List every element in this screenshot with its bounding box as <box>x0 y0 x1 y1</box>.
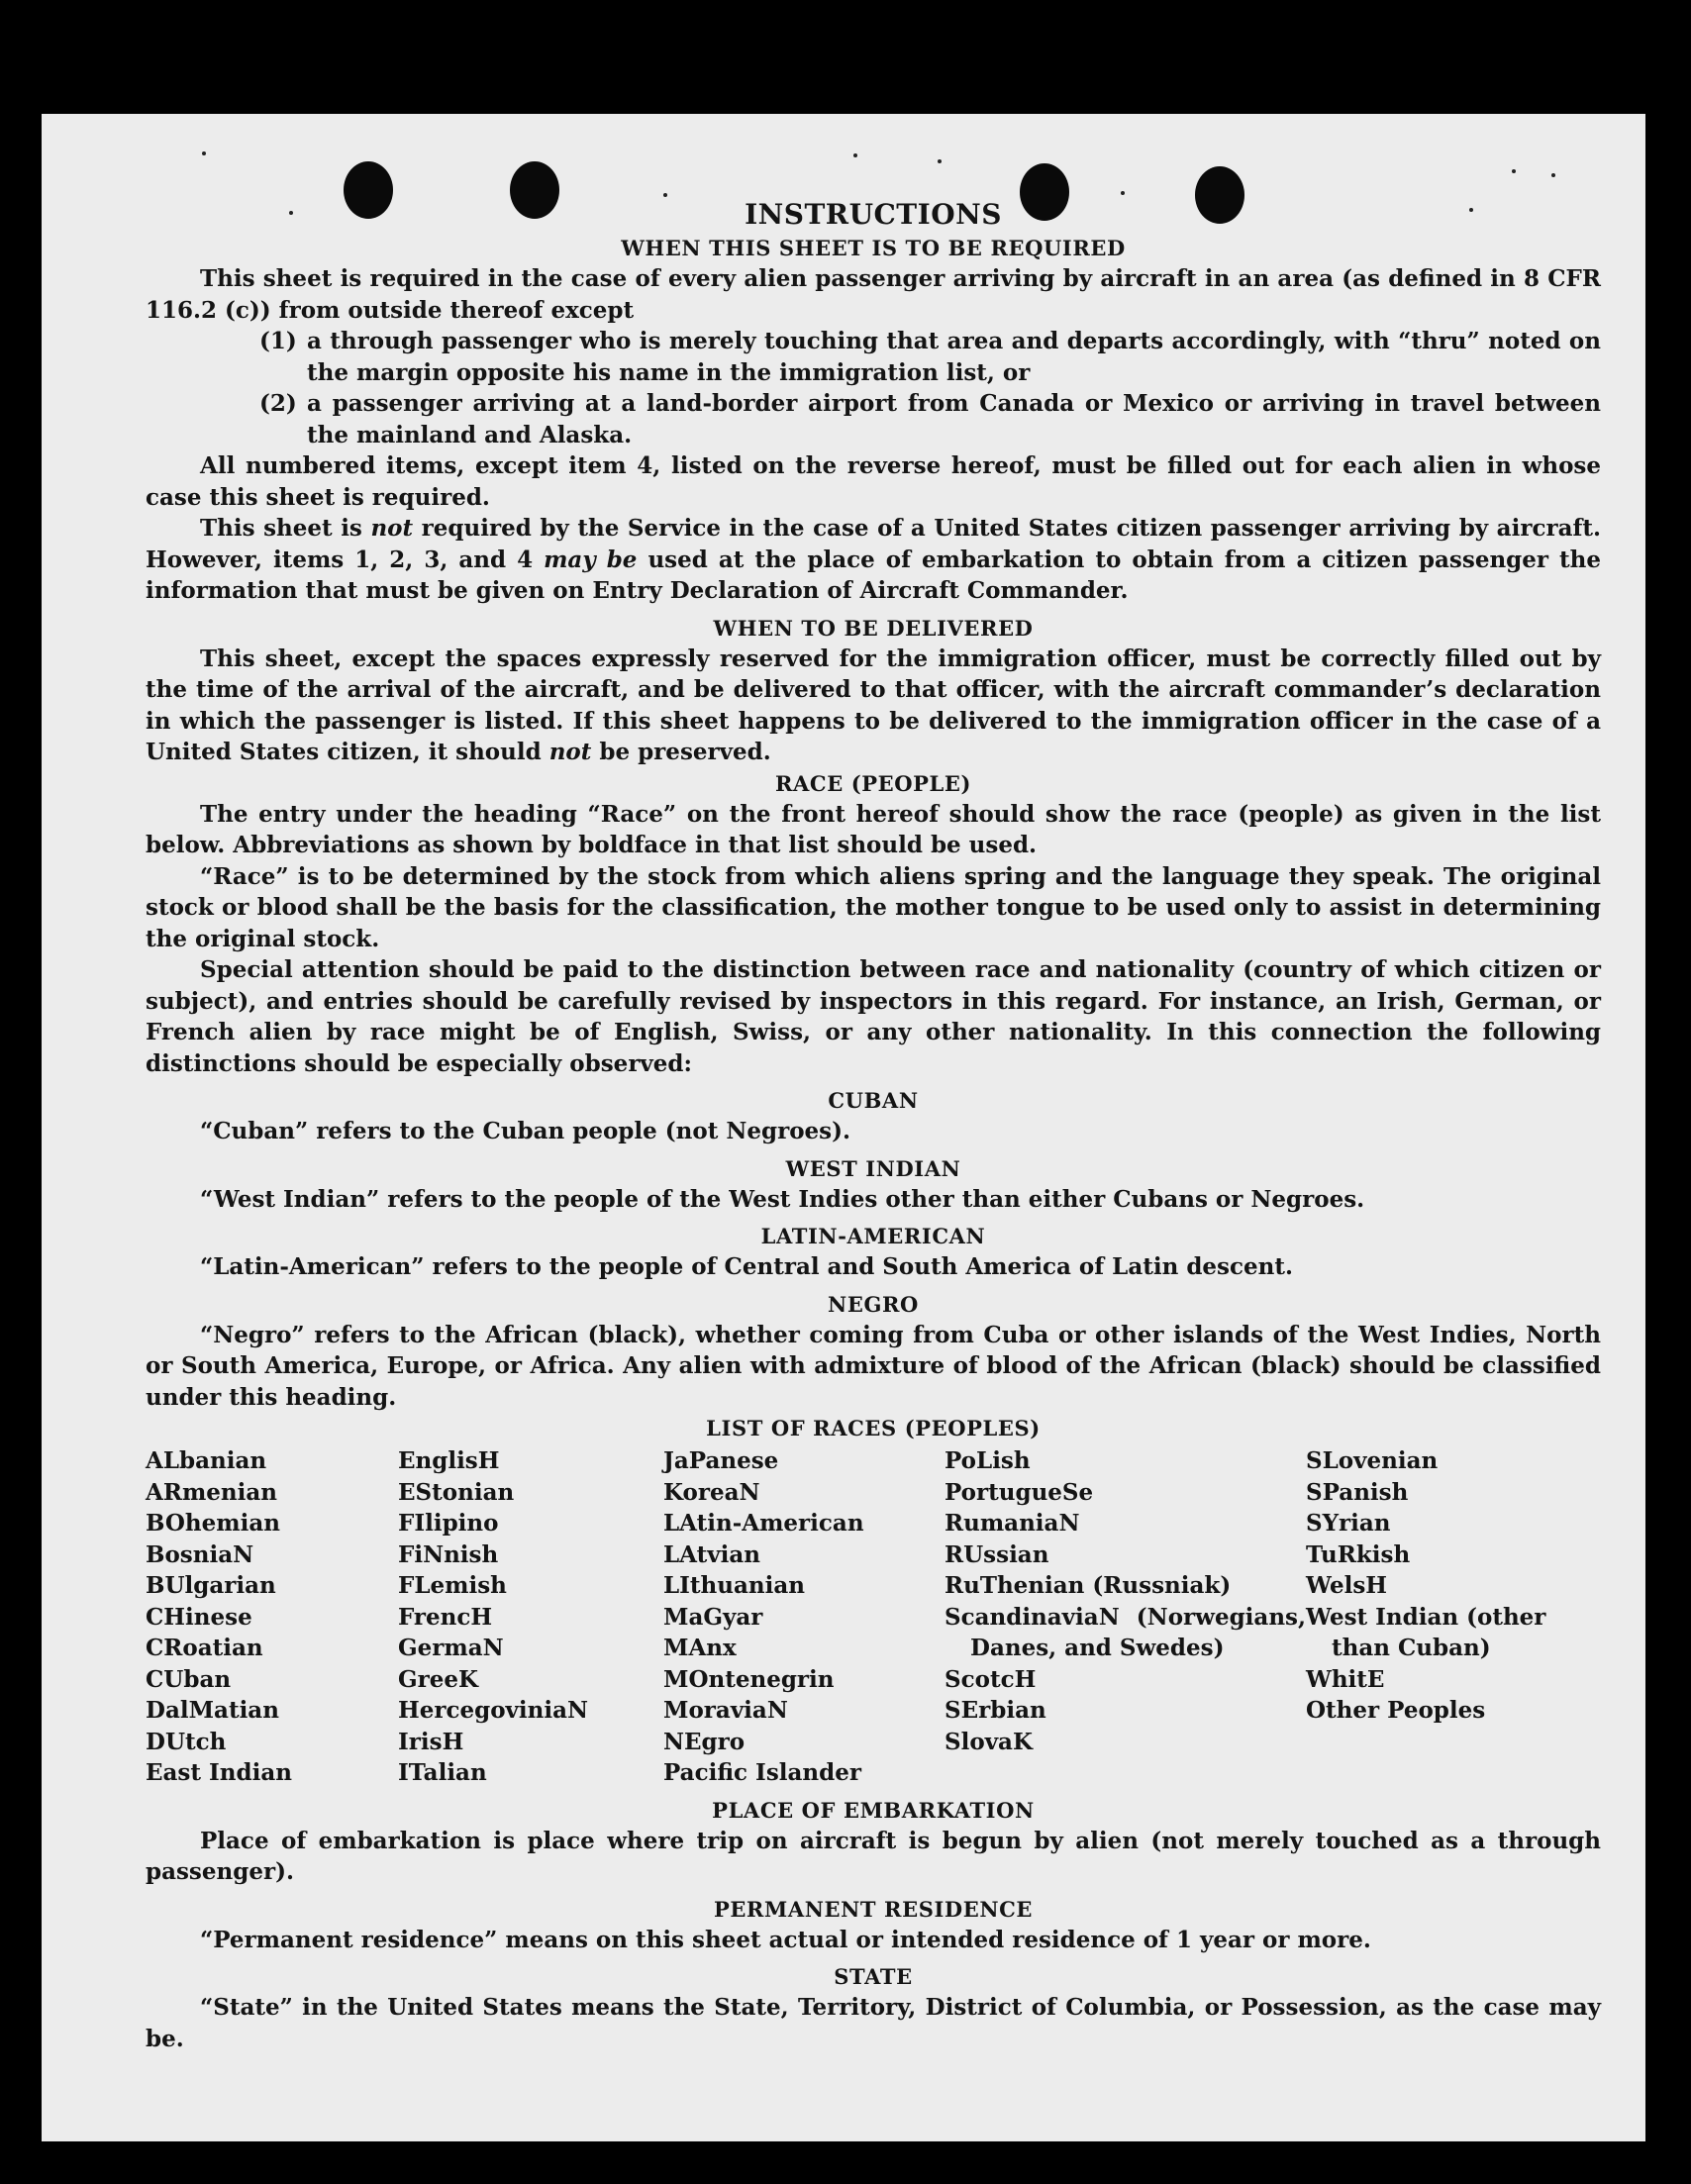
race-entry: EnglisH <box>398 1447 500 1474</box>
text-run: This sheet, except the spaces expressly reserved for the immigration officer, must be correctly filled out by the time of the arrival of the aircraft, and be delivered to that officer, with the aircraft commander’s declaration in which the passenger is listed. If this sheet happens to be delivered to the immigration officer in the case of a United States citizen, it should <box>146 645 1601 765</box>
race-entry: CRoatian <box>146 1635 263 1661</box>
race-entry: FiNnish <box>398 1540 499 1568</box>
race-entry: CUban <box>146 1665 232 1693</box>
race-entry: LIthuanian <box>663 1572 805 1599</box>
race-entry: East Indian <box>146 1759 292 1786</box>
text-run: used at the place of embarkation to obtain from a citizen passenger the information that must be given on Entry Declaration of Aircraft Commander. <box>146 546 1601 604</box>
race-entry: BUlgarian <box>146 1572 276 1599</box>
section-heading: PLACE OF EMBARKATION <box>712 1797 1035 1823</box>
speck <box>853 153 857 157</box>
paragraph: “Negro” refers to the African (black), whether coming from Cuba or other islands of the West Indies, North or South America, Europe, or Africa. Any alien with admixture of blood of the African (black) should be classified under this heading. <box>146 1321 1601 1411</box>
race-entry: DUtch <box>146 1728 227 1755</box>
race-entry: BosniaN <box>146 1540 254 1568</box>
section-heading: WHEN TO BE DELIVERED <box>713 615 1034 641</box>
race-entry: PortugueSe <box>945 1478 1094 1506</box>
race-entry: MOntenegrin <box>663 1665 835 1693</box>
speck <box>1121 191 1125 195</box>
emphasis: may be <box>544 546 638 573</box>
race-entry: SLovenian <box>1306 1447 1439 1474</box>
section-heading: CUBAN <box>828 1088 919 1113</box>
race-entry: WhitE <box>1306 1665 1385 1693</box>
race-entry: EStonian <box>398 1478 515 1506</box>
race-entry: TuRkish <box>1306 1540 1411 1568</box>
race-entry: ScandinaviaN (Norwegians, Danes, and Swedes) <box>945 1603 1306 1661</box>
paragraph: “Race” is to be determined by the stock from which aliens spring and the language they speak. The original stock or blood shall be the basis for the classification, the mother tongue to be used only to assist in determining the original stock. <box>146 862 1601 952</box>
race-entry: ScotcH <box>945 1665 1037 1693</box>
race-entry: CHinese <box>146 1603 252 1631</box>
races-column <box>146 1445 398 1789</box>
race-entry: GreeK <box>398 1665 479 1693</box>
section-heading: LIST OF RACES (PEOPLES) <box>706 1416 1041 1440</box>
section-heading: LATIN-AMERICAN <box>760 1224 986 1248</box>
item-text: a passenger arriving at a land-border airport from Canada or Mexico or arriving in travel between the mainland and Alaska. <box>307 390 1601 448</box>
race-entry: NEgro <box>663 1728 746 1755</box>
paragraph: “Cuban” refers to the Cuban people (not Negroes). <box>200 1118 851 1144</box>
text-run: be preserved. <box>591 739 771 765</box>
race-entry: RuThenian (Russniak) <box>945 1572 1232 1599</box>
race-entry: SYrian <box>1306 1510 1391 1537</box>
paragraph: The entry under the heading “Race” on the front hereof should show the race (people) as given in the list below. Abbreviations as shown by boldface in that list should be used. <box>146 800 1601 858</box>
emphasis: not <box>370 515 414 542</box>
text-run: required by the Service in the case of a United States citizen passenger arriving by aircraft. However, items 1, 2, 3, and 4 <box>146 515 1601 573</box>
speck <box>202 151 206 155</box>
races-list <box>146 1445 1601 1789</box>
race-entry: GermaN <box>398 1635 504 1661</box>
race-entry: SPanish <box>1306 1478 1409 1506</box>
race-entry: FLemish <box>398 1572 507 1599</box>
text-run: This sheet is <box>200 515 371 542</box>
paragraph: Special attention should be paid to the distinction between race and nationality (country of which citizen or subject), and entries should be carefully revised by inspectors in this regard. For instance, an Irish, German, or French alien by race might be of English, Swiss, or any other nationality. In this connection the following distinctions should be especially observed: <box>146 956 1601 1077</box>
race-entry: PoLish <box>945 1447 1031 1474</box>
item-number: (2) <box>259 390 297 417</box>
race-entry: SErbian <box>945 1697 1046 1724</box>
race-entry: ITalian <box>398 1759 487 1786</box>
speck <box>1512 169 1516 173</box>
paragraph: “Latin-American” refers to the people of Central and South America of Latin descent. <box>200 1253 1293 1280</box>
race-entry: DalMatian <box>146 1697 279 1724</box>
document-body <box>146 197 1601 2054</box>
race-entry: ARmenian <box>146 1478 278 1506</box>
page-title: INSTRUCTIONS <box>745 198 1002 231</box>
section-heading: WEST INDIAN <box>785 1155 961 1181</box>
list-item <box>259 326 1601 388</box>
paragraph: “Permanent residence” means on this sheet actual or intended residence of 1 year or more. <box>200 1926 1371 1953</box>
section-heading: STATE <box>834 1964 913 1989</box>
race-entry: BOhemian <box>146 1510 280 1537</box>
race-entry: FrencH <box>398 1603 493 1631</box>
speck <box>1551 173 1555 177</box>
race-entry: Other Peoples <box>1306 1697 1486 1724</box>
race-entry: JaPanese <box>663 1447 779 1474</box>
race-entry: KoreaN <box>663 1478 760 1506</box>
race-entry: MoraviaN <box>663 1697 788 1724</box>
paragraph <box>146 644 1601 768</box>
race-entry: ALbanian <box>146 1447 267 1474</box>
race-entry: Pacific Islander <box>663 1759 861 1786</box>
paragraph <box>146 513 1601 607</box>
emphasis: not <box>548 739 592 765</box>
paragraph: Place of embarkation is place where trip on aircraft is begun by alien (not merely touched as a through passenger). <box>146 1827 1601 1885</box>
document-page <box>42 114 1645 2141</box>
races-column <box>398 1445 663 1789</box>
item-number: (1) <box>259 328 297 354</box>
section-heading: NEGRO <box>828 1291 919 1317</box>
race-entry: LAtvian <box>663 1540 760 1568</box>
races-column <box>1306 1445 1601 1789</box>
race-entry: West Indian (other than Cuban) <box>1306 1603 1546 1661</box>
race-entry: RumaniaN <box>945 1510 1080 1537</box>
race-entry: RUssian <box>945 1540 1049 1568</box>
race-entry: IrisH <box>398 1728 464 1755</box>
item-text: a through passenger who is merely touching that area and departs accordingly, with “thru” noted on the margin opposite his name in the immigration list, or <box>307 328 1601 386</box>
race-entry: WelsH <box>1306 1572 1388 1599</box>
section-heading: WHEN THIS SHEET IS TO BE REQUIRED <box>621 236 1126 260</box>
paragraph: “State” in the United States means the State, Territory, District of Columbia, or Possession, as the case may be. <box>146 1994 1601 2052</box>
race-entry: HercegoviniaN <box>398 1697 589 1724</box>
races-column <box>945 1445 1306 1789</box>
race-entry: FIlipino <box>398 1510 499 1537</box>
races-column <box>663 1445 945 1789</box>
speck <box>938 159 942 163</box>
race-entry: SlovaK <box>945 1728 1033 1755</box>
section-heading: PERMANENT RESIDENCE <box>713 1896 1034 1922</box>
paragraph: “West Indian” refers to the people of the West Indies other than either Cubans or Negroes. <box>200 1185 1365 1213</box>
race-entry: LAtin-American <box>663 1510 864 1537</box>
section-heading: RACE (PEOPLE) <box>774 770 972 796</box>
paragraph: All numbered items, except item 4, listed on the reverse hereof, must be filled out for each alien in whose case this sheet is required. <box>146 452 1601 511</box>
paragraph: This sheet is required in the case of every alien passenger arriving by aircraft in an area (as defined in 8 CFR 116.2 (c)) from outside thereof except <box>146 265 1601 324</box>
race-entry: MAnx <box>663 1635 737 1661</box>
race-entry: MaGyar <box>663 1603 763 1631</box>
list-item <box>259 388 1601 450</box>
